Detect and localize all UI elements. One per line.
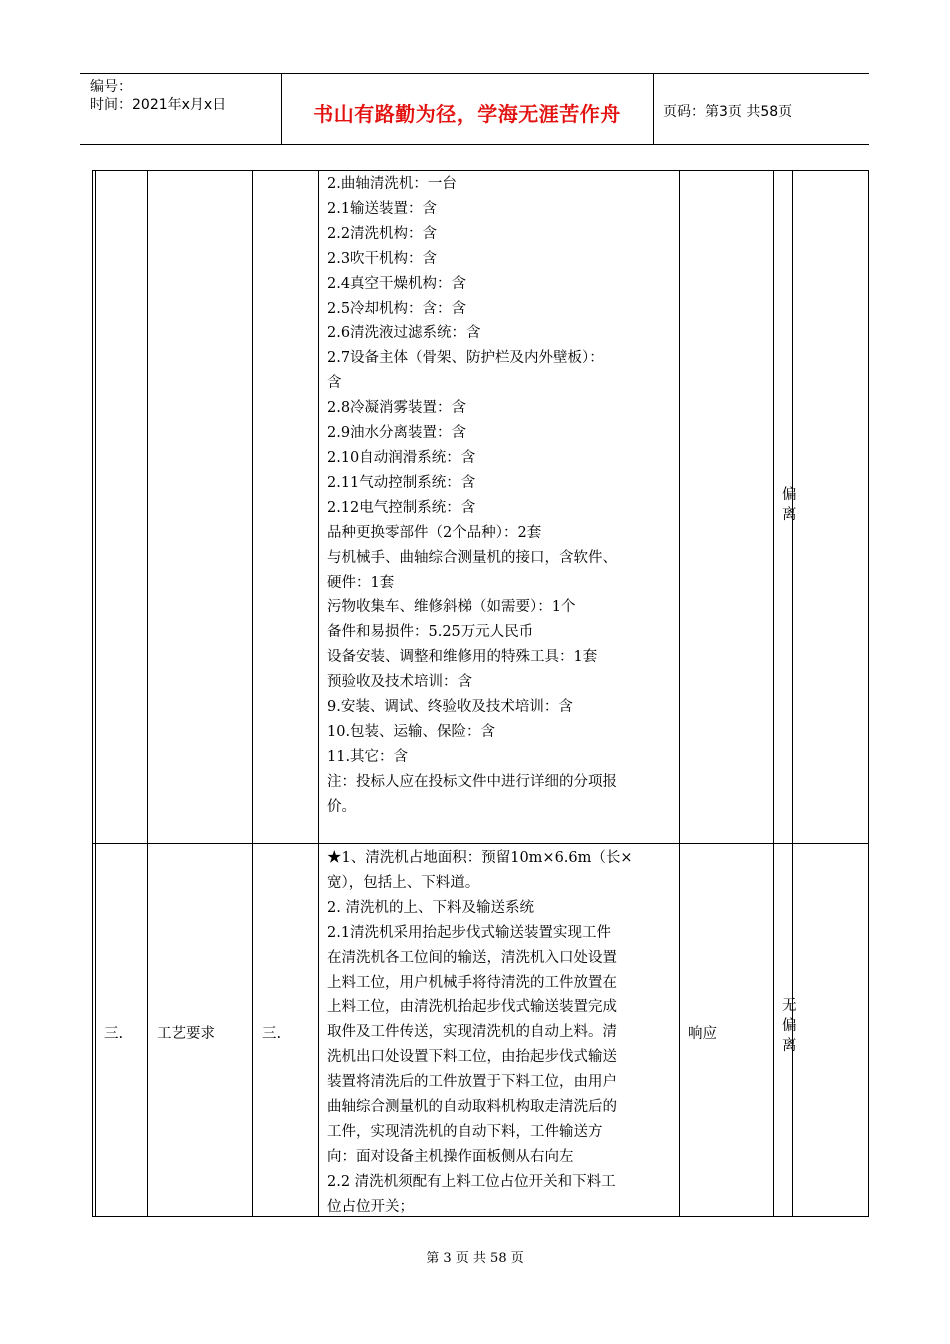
header-divider-right	[653, 74, 654, 144]
row1-line: 注：投标人应在投标文件中进行详细的分项报	[327, 773, 617, 790]
row2-line: 曲轴综合测量机的自动取料机构取走清洗后的	[327, 1099, 617, 1116]
col-divider-3	[318, 170, 319, 1217]
row1-content	[327, 172, 679, 820]
col-divider-5	[773, 170, 774, 1217]
row2-line: 上料工位，由清洗机抬起步伐式输送装置完成	[327, 999, 617, 1016]
row1-line: 2.8冷凝消雾装置：含	[327, 400, 467, 417]
table-border-left-outer	[92, 170, 93, 1217]
row1-line: 2.5冷却机构：含：含	[327, 300, 467, 317]
row2-line: 在清洗机各工位间的输送，清洗机入口处设置	[327, 949, 617, 966]
row1-line: 2.4真空干燥机构：含	[327, 275, 467, 292]
row2-line: 取件及工件传送，实现清洗机的自动上料。清	[327, 1024, 617, 1041]
row1-line: 2.11气动控制系统：含	[327, 474, 476, 491]
row1-line: 设备安装、调整和维修用的特殊工具：1套	[327, 649, 598, 666]
row1-line: 11.其它：含	[327, 748, 409, 765]
table-border-left-inner	[95, 170, 96, 1217]
row2-line: 向：面对设备主机操作面板侧从右向左	[327, 1148, 574, 1165]
row1-line: 2.1输送装置：含	[327, 200, 438, 217]
row2-category: 工艺要求	[157, 1026, 215, 1042]
row2-line: ★1、清洗机占地面积：预留10m×6.6m（长×	[327, 850, 633, 866]
row2-response: 响应	[688, 1026, 717, 1042]
row1-line: 备件和易损件：5.25万元人民币	[327, 624, 534, 641]
row2-line: 工件，实现清洗机的自动下料，工件输送方	[327, 1123, 603, 1140]
row2-deviation-char: 离	[782, 1038, 797, 1054]
row2-line: 装置将清洗后的工件放置于下料工位，由用户	[327, 1074, 617, 1091]
row1-line: 2.6清洗液过滤系统：含	[327, 325, 481, 342]
row1-line: 2.9油水分离装置：含	[327, 425, 467, 442]
spec-table	[92, 170, 869, 1217]
row2-line: 2.1清洗机采用抬起步伐式输送装置实现工件	[327, 924, 612, 941]
header-motto: 书山有路勤为径，学海无涯苦作舟	[313, 102, 621, 126]
header-page-info: 页码：第3页 共58页	[663, 104, 793, 120]
table-border-top	[92, 170, 869, 171]
row1-line: 污物收集车、维修斜梯（如需要）：1个	[327, 599, 576, 616]
row2-deviation	[782, 996, 798, 1056]
row1-line: 2.7设备主体（骨架、防护栏及内外壁板）：	[327, 350, 604, 367]
row1-line: 2.3吹干机构：含	[327, 250, 438, 267]
row1-line: 2.2清洗机构：含	[327, 225, 438, 242]
row1-line: 与机械手、曲轴综合测量机的接口，含软件、	[327, 549, 617, 566]
row2-item-number: 三.	[104, 1026, 124, 1042]
page-footer: 第 3 页 共 58 页	[426, 1251, 524, 1266]
row1-deviation-char: 偏	[782, 487, 797, 503]
page-header	[80, 73, 869, 145]
row1-deviation	[782, 485, 798, 525]
row2-line: 位占位开关；	[327, 1198, 414, 1215]
row1-line: 9.安装、调试、终验收及技术培训：含	[327, 699, 573, 716]
row1-line: 硬件：1套	[327, 574, 395, 591]
row1-line: 10.包装、运输、保险：含	[327, 723, 496, 740]
row2-deviation-char: 偏	[782, 1018, 797, 1034]
row1-line: 预验收及技术培训：含	[327, 674, 472, 691]
row2-line: 2.2 清洗机须配有上料工位占位开关和下料工	[327, 1173, 616, 1190]
row2-line: 2. 清洗机的上、下料及输送系统	[327, 899, 534, 916]
row1-line: 2.10自动润滑系统：含	[327, 449, 476, 466]
row-divider	[92, 843, 869, 844]
header-meta	[90, 78, 226, 114]
row2-content	[327, 846, 679, 1220]
row2-subitem-number: 三.	[262, 1026, 282, 1042]
col-divider-2	[252, 170, 253, 1217]
row1-line: 价。	[327, 798, 356, 815]
row2-deviation-char: 无	[782, 998, 797, 1014]
row2-line: 上料工位，用户机械手将待清洗的工件放置在	[327, 974, 617, 991]
row1-line: 含	[327, 375, 342, 392]
document-number: 编号：	[90, 79, 132, 95]
row2-line: 宽），包括上、下料道。	[327, 874, 480, 891]
table-border-right	[868, 170, 869, 1217]
row2-line: 洗机出口处设置下料工位，由抬起步伐式输送	[327, 1049, 617, 1066]
row1-deviation-char: 离	[782, 507, 797, 523]
col-divider-4	[679, 170, 680, 1217]
row1-line: 2.12电气控制系统：含	[327, 499, 476, 516]
col-divider-1	[147, 170, 148, 1217]
row1-line: 2.曲轴清洗机：一台	[327, 176, 457, 192]
document-time: 时间：2021年x月x日	[90, 97, 227, 113]
row1-line: 品种更换零部件（2个品种）：2套	[327, 524, 542, 541]
col-divider-6	[792, 170, 793, 1217]
